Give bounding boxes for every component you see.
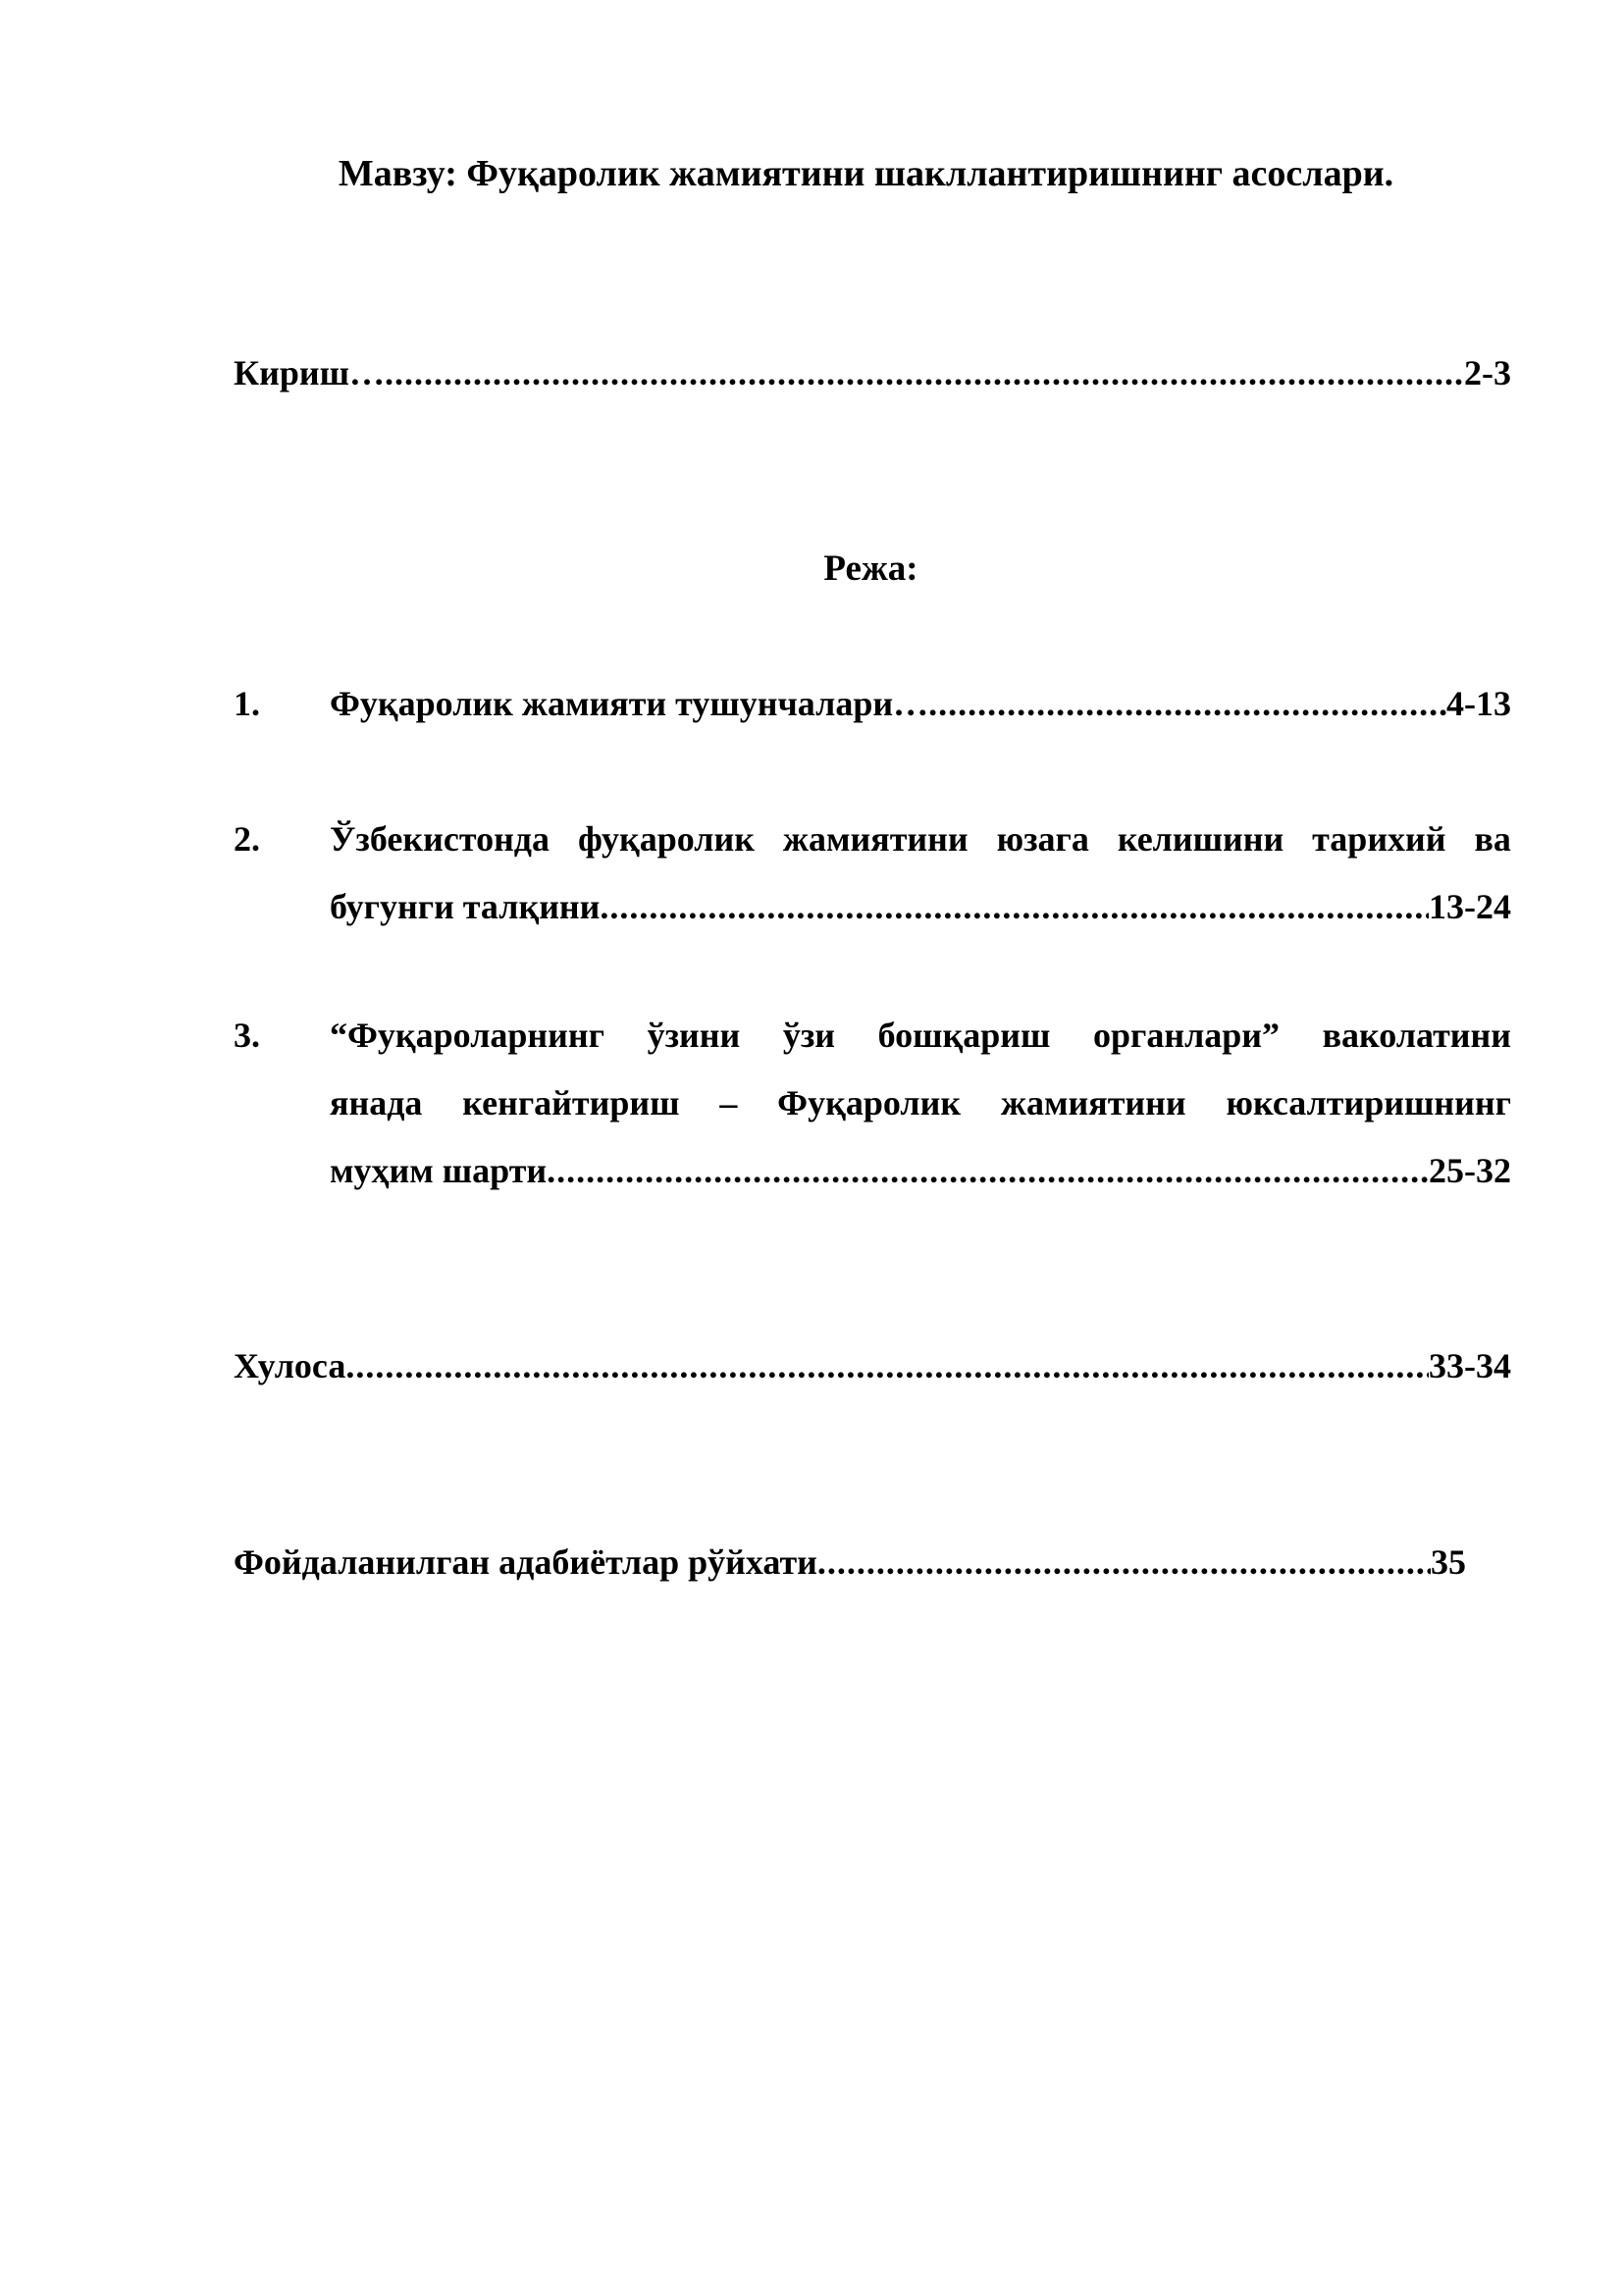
plan-item-number: 3. — [234, 1016, 260, 1055]
plan-item-number: 2. — [234, 819, 260, 859]
toc-entry-references — [234, 1538, 1466, 1587]
plan-heading-text: Режа: — [823, 548, 918, 589]
toc-entry-pages: 4-13 — [1446, 684, 1511, 723]
toc-entry-pages: 35 — [1431, 1542, 1466, 1582]
toc-entry-label: бугунги талқини — [330, 887, 601, 926]
plan-item-text-line: янада кенгайтириш – Фуқаролик жамиятини юксалтиришнинг — [330, 1083, 1511, 1122]
plan-item-1 — [330, 679, 1511, 728]
toc-leader-dots — [385, 348, 1464, 397]
plan-heading — [0, 548, 1624, 590]
toc-leader-dots — [345, 1341, 1429, 1390]
toc-leader-dots — [817, 1538, 1431, 1587]
toc-leader-dots — [928, 679, 1446, 728]
toc-entry-intro — [234, 348, 1511, 397]
toc-entry-pages: 13-24 — [1429, 887, 1511, 926]
toc-leader-dots — [547, 1146, 1429, 1195]
toc-entry-pages: 33-34 — [1429, 1346, 1511, 1385]
plan-item-text-line: “Фуқароларнинг ўзини ўзи бошқариш органлари” ваколатини — [330, 1016, 1511, 1055]
toc-entry-conclusion — [234, 1341, 1511, 1390]
toc-entry-pages: 2-3 — [1464, 353, 1511, 392]
toc-entry-label: Хулоса — [234, 1346, 346, 1385]
plan-item-2 — [330, 814, 1511, 931]
toc-entry-plan-1 — [330, 679, 1511, 728]
plan-item-3 — [330, 1011, 1511, 1195]
toc-entry-pages: 25-32 — [1429, 1151, 1511, 1190]
document-title — [0, 152, 1624, 195]
toc-entry-plan-3 — [330, 1146, 1511, 1195]
document-title-text: Мавзу: Фуқаролик жамиятини шакллантиришнинг асослари. — [338, 153, 1394, 194]
plan-item-text-line: Ўзбекистонда фуқаролик жамиятини юзага келишини тарихий ва — [330, 819, 1511, 859]
toc-entry-label: Фуқаролик жамияти тушунчалари… — [330, 684, 929, 723]
toc-entry-plan-2 — [330, 882, 1511, 931]
plan-item-number: 1. — [234, 684, 260, 723]
toc-leader-dots — [600, 882, 1429, 931]
toc-entry-label: Кириш… — [234, 353, 386, 392]
toc-entry-label: Фойдаланилган адабиётлар рўйхати — [234, 1542, 817, 1582]
toc-entry-label: муҳим шарти — [330, 1151, 548, 1190]
